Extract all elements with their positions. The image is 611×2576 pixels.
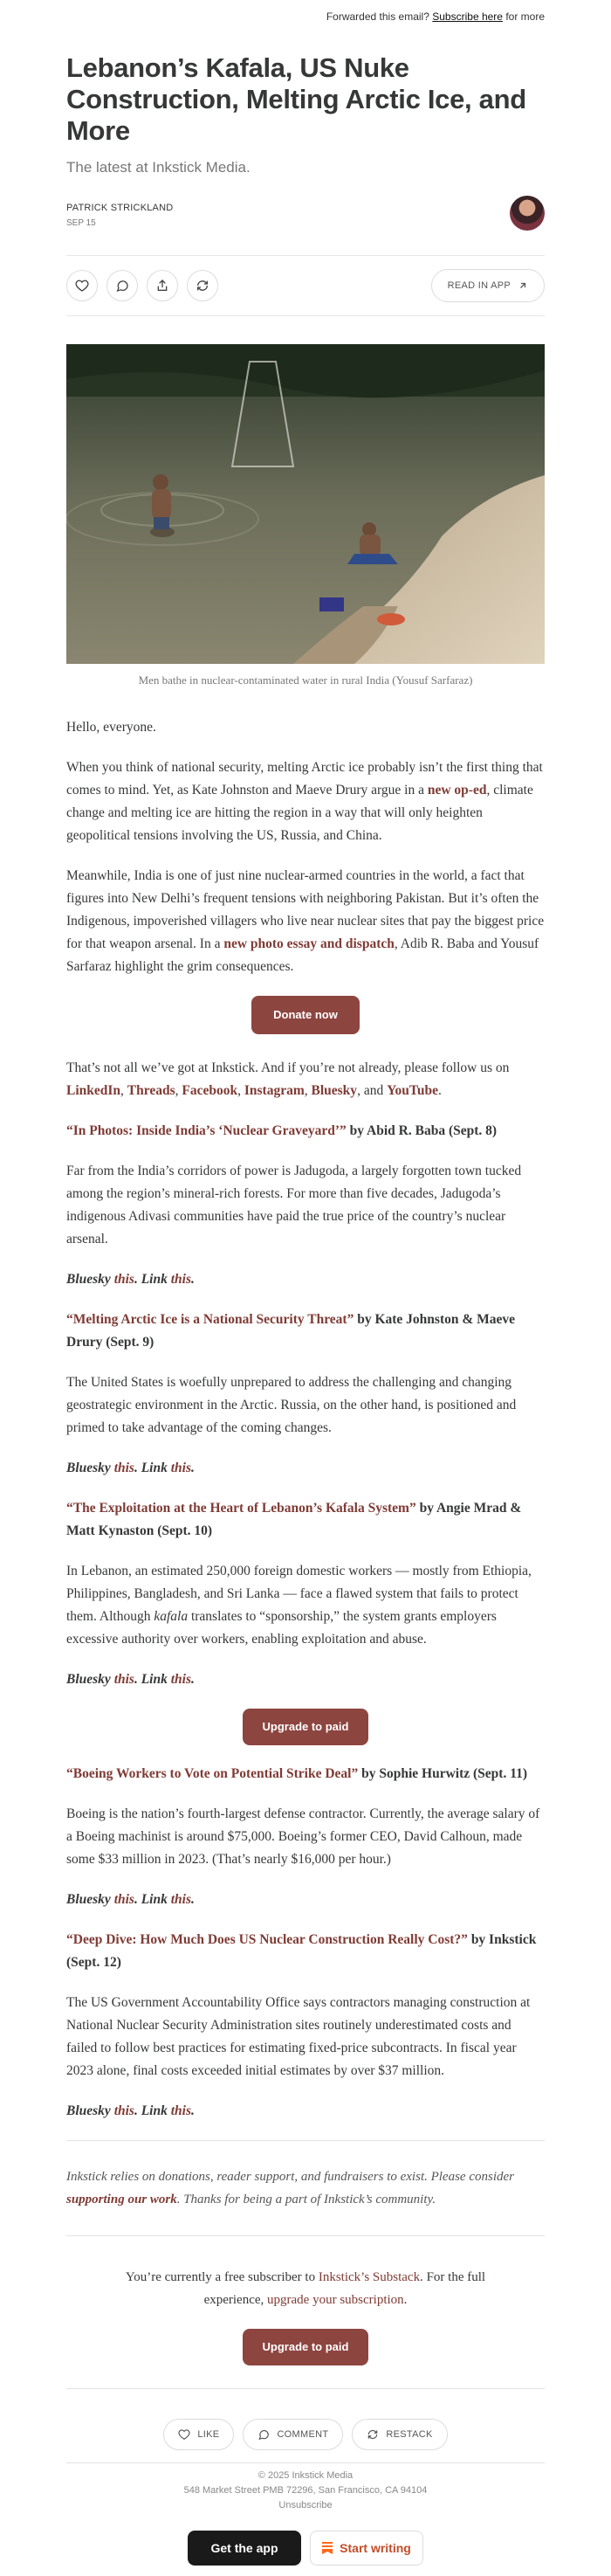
separator: ,	[237, 1083, 241, 1098]
support-note	[66, 2165, 545, 2211]
hero-photo	[66, 344, 545, 664]
photo-essay-link[interactable]: new photo essay and dispatch	[223, 936, 395, 951]
footer	[66, 2469, 545, 2513]
support-text: Inkstick relies on donations, reader support, and fundraisers to exist. Please consider	[66, 2170, 514, 2184]
share-icon	[155, 279, 169, 293]
article-heading	[66, 1929, 545, 1974]
article-link[interactable]: “Boeing Workers to Vote on Potential Strike Deal”	[66, 1766, 359, 1781]
post-title[interactable]: Lebanon’s Kafala, US Nuke Construction, Melting Arctic Ice, and More	[66, 52, 526, 146]
divider	[66, 2462, 545, 2463]
linkedin-link[interactable]: LinkedIn	[66, 1083, 121, 1098]
subscribe-link[interactable]: Subscribe here	[432, 10, 503, 23]
author-avatar[interactable]	[510, 196, 545, 231]
separator: .	[191, 1461, 195, 1475]
like-button[interactable]	[66, 270, 98, 301]
youtube-link[interactable]: YouTube	[387, 1083, 438, 1098]
post-date: SEP 15	[66, 218, 96, 228]
subscriber-note	[101, 2266, 510, 2311]
article-link[interactable]: “In Photos: Inside India’s ‘Nuclear Graveyard’”	[66, 1123, 347, 1138]
separator: ,	[304, 1083, 308, 1098]
comment-icon	[257, 2428, 270, 2441]
comment-label: COMMENT	[277, 2429, 329, 2440]
article-byline: by Angie Mrad & Matt Kynaston (Sept. 10)	[66, 1501, 522, 1538]
follow-paragraph: That’s not all we’ve got at Inkstick. And if you’re not already, please follow us on LinkedIn, Threads, Facebook, Instagram, Bluesky, and YouTube.	[66, 1060, 510, 1098]
restack-icon	[196, 279, 209, 293]
restack-label: RESTACK	[386, 2429, 433, 2440]
support-link[interactable]: supporting our work	[66, 2193, 177, 2207]
post-subtitle: The latest at Inkstick Media.	[66, 159, 251, 176]
article-heading	[66, 1497, 545, 1543]
article-byline: by Abid R. Baba (Sept. 8)	[346, 1123, 498, 1138]
forwarded-prefix: Forwarded this email?	[326, 10, 429, 23]
upgrade-button[interactable]: Upgrade to paid	[243, 1709, 368, 1745]
copyright: © 2025 Inkstick Media	[257, 2470, 354, 2481]
post-body	[66, 716, 545, 2123]
intro-text: , climate change and melting ice are hitting the region in a way that will only heighten geopolitical tensions involving the US, Russia, and China.	[66, 783, 533, 843]
separator: .	[191, 1892, 195, 1907]
separator: .	[134, 1672, 138, 1687]
bluesky-post-link[interactable]: this	[113, 2103, 134, 2118]
article-byline: by Kate Johnston & Maeve Drury (Sept. 9)	[66, 1312, 516, 1350]
article-link[interactable]: “Deep Dive: How Much Does US Nuclear Construction Really Cost?”	[66, 1932, 468, 1947]
article-summary: The US Government Accountability Office says contractors managing construction at National Nuclear Security Administration sites routinely underestimated costs and failed to follow best practices for estimating fixed-price subcontracts. In fiscal year 2023 alone, final costs exceeded initial estimates by over $37 million.	[66, 1995, 531, 2078]
greeting: Hello, everyone.	[66, 720, 156, 735]
heart-icon	[178, 2428, 190, 2441]
bottom-actions	[66, 2419, 545, 2450]
article-link[interactable]: “Melting Arctic Ice is a National Security Threat”	[66, 1312, 354, 1327]
follow-text: That’s not all we’ve got at Inkstick. And if you’re not already, please follow us on	[66, 1060, 510, 1075]
share-label: Bluesky	[66, 1672, 111, 1687]
forwarded-suffix: for more	[505, 10, 545, 23]
article-post-link[interactable]: this	[170, 1461, 191, 1475]
upgrade-button-bottom[interactable]: Upgrade to paid	[243, 2329, 368, 2365]
share-label: Link	[141, 1461, 168, 1475]
arrow-up-right-icon	[518, 280, 528, 291]
separator: .	[134, 2103, 138, 2118]
article-summary: The United States is woefully unprepared to address the challenging and changing geostrategic environment in the Arctic. Russia, on the other hand, is positioned and primed to take advantage of the coming changes.	[66, 1375, 517, 1435]
share-label: Link	[141, 1892, 168, 1907]
share-label: Bluesky	[66, 1892, 111, 1907]
article-byline: by Inkstick (Sept. 12)	[66, 1932, 537, 1970]
get-app-label: Get the app	[210, 2541, 278, 2555]
forwarded-note	[66, 0, 545, 35]
get-app-button[interactable]	[188, 2531, 301, 2566]
article-heading	[66, 1763, 545, 1785]
heart-icon	[75, 279, 89, 293]
comment-button[interactable]	[106, 270, 138, 301]
separator: ,	[120, 1083, 124, 1098]
divider	[66, 2235, 545, 2236]
share-label: Link	[141, 1672, 168, 1687]
intro-text: When you think of national security, melting Arctic ice probably isn’t the first thing that comes to mind. Yet, as Kate Johnston and Maeve Drury argue in a	[66, 760, 543, 798]
share-label: Bluesky	[66, 1272, 111, 1287]
share-label: Bluesky	[66, 2103, 111, 2118]
substack-link[interactable]: Inkstick’s Substack	[318, 2270, 421, 2284]
comment-icon	[115, 279, 129, 293]
support-text: . Thanks for being a part of Inkstick’s community.	[176, 2193, 436, 2207]
read-in-app-label: READ IN APP	[447, 280, 511, 291]
summary-text: In Lebanon, an estimated 250,000 foreign domestic workers — mostly from Ethiopia, Philippines, Bangladesh, and Sri Lanka — face a flawed system that fails to protect them. Although	[66, 1564, 532, 1624]
bluesky-post-link[interactable]: this	[113, 1272, 134, 1287]
summary-text: translates to “sponsorship,” the system grants employers excessive authority over workers, enabling exploitation and abuse.	[66, 1609, 497, 1647]
intro-text: , Adib R. Baba and Yousuf Sarfaraz highlight the grim consequences.	[66, 936, 539, 974]
separator: .	[191, 1272, 195, 1287]
op-ed-link[interactable]: new op-ed	[427, 783, 487, 798]
start-writing-button[interactable]	[310, 2531, 423, 2566]
author-name[interactable]: PATRICK STRICKLAND	[66, 203, 174, 213]
restack-pill-button[interactable]	[352, 2419, 447, 2450]
unsubscribe-link[interactable]: Unsubscribe	[278, 2500, 333, 2510]
intro-text: Meanwhile, India is one of just nine nuclear-armed countries in the world, a fact that figures into New Delhi’s frequent tensions with neighboring Pakistan. But it’s often the Indigenous, impoverished villagers who live near nuclear sites that pay the biggest price for that weapon arsenal. In a	[66, 868, 545, 951]
start-writing-label: Start writing	[340, 2541, 411, 2555]
article-post-link[interactable]: this	[170, 1892, 191, 1907]
share-line	[66, 1668, 545, 1691]
comment-pill-button[interactable]	[243, 2419, 343, 2450]
separator: .	[134, 1892, 138, 1907]
article-byline: by Sophie Hurwitz (Sept. 11)	[358, 1766, 528, 1781]
image-caption: Men bathe in nuclear-contaminated water in rural India (Yousuf Sarfaraz)	[138, 673, 473, 687]
separator: .	[134, 1272, 138, 1287]
bluesky-post-link[interactable]: this	[113, 1672, 134, 1687]
intro-paragraph-2	[66, 865, 545, 978]
subscriber-text: . For the full experience,	[203, 2270, 486, 2307]
separator: ,	[175, 1083, 179, 1098]
share-line	[66, 2100, 545, 2123]
divider	[66, 2388, 545, 2389]
byline	[66, 203, 545, 246]
share-label: Link	[141, 2103, 168, 2118]
separator: , and	[357, 1083, 384, 1098]
share-label: Bluesky	[66, 1461, 111, 1475]
read-in-app-button[interactable]	[431, 269, 545, 302]
article-post-link[interactable]: this	[170, 1272, 191, 1287]
address: 548 Market Street PMB 72296, San Francisco, CA 94104	[183, 2485, 428, 2496]
article-heading	[66, 1309, 545, 1354]
separator: .	[134, 1461, 138, 1475]
article-post-link[interactable]: this	[170, 2103, 191, 2118]
restack-button[interactable]	[187, 270, 218, 301]
share-line	[66, 1457, 545, 1480]
article-post-link[interactable]: this	[170, 1672, 191, 1687]
share-label: Link	[141, 1272, 168, 1287]
article-heading	[66, 1120, 545, 1143]
facebook-link[interactable]: Facebook	[182, 1083, 238, 1098]
upgrade-subscription-link[interactable]: upgrade your subscription	[267, 2293, 404, 2307]
intro-paragraph-1	[66, 756, 545, 847]
article-summary	[66, 1560, 545, 1651]
restack-icon	[367, 2428, 379, 2441]
like-pill-button[interactable]	[163, 2419, 234, 2450]
share-line	[66, 1268, 545, 1291]
article-link[interactable]: “The Exploitation at the Heart of Lebanon’s Kafala System”	[66, 1501, 416, 1516]
bluesky-post-link[interactable]: this	[113, 1461, 134, 1475]
post-actions-bar	[66, 255, 545, 316]
content-column	[66, 0, 545, 2566]
share-line	[66, 1889, 545, 1911]
bluesky-link[interactable]: Bluesky	[311, 1083, 358, 1098]
subscriber-text: .	[403, 2293, 408, 2307]
bluesky-post-link[interactable]: this	[113, 1892, 134, 1907]
article-summary: Far from the India’s corridors of power is Jadugoda, a largely forgotten town tucked among the region’s mineral-rich forests. For more than five decades, Jadugoda’s indigenous Adivasi communities have paid the true price of the country’s nuclear arsenal.	[66, 1164, 522, 1247]
separator: .	[191, 1672, 195, 1687]
like-label: LIKE	[197, 2429, 220, 2440]
summary-italic: kafala	[154, 1609, 189, 1624]
article-summary: Boeing is the nation’s fourth-largest defense contractor. Currently, the average salary of a Boeing machinist is around $75,000. Boeing’s former CEO, David Calhoun, made some $33 million in 2023. (That’s nearly $16,000 per hour.)	[66, 1806, 540, 1867]
share-button[interactable]	[147, 270, 178, 301]
instagram-link[interactable]: Instagram	[244, 1083, 305, 1098]
divider	[66, 2140, 545, 2141]
app-buttons	[66, 2531, 545, 2566]
threads-link[interactable]: Threads	[127, 1083, 175, 1098]
separator: .	[191, 2103, 195, 2118]
substack-logo-icon	[322, 2542, 333, 2554]
subscriber-text: You’re currently a free subscriber to	[125, 2270, 319, 2284]
donate-button[interactable]: Donate now	[251, 996, 360, 1034]
hero-image[interactable]	[66, 344, 545, 664]
